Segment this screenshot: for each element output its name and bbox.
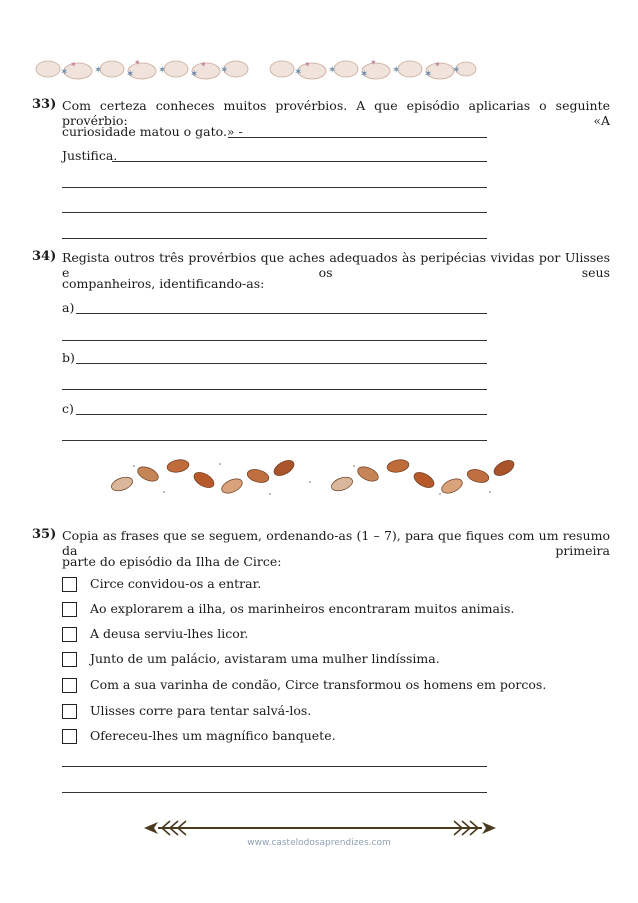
sentence-item: Ao explorarem a ilha, os marinheiros encontraram muitos animais. [90,601,515,616]
svg-text:✶: ✶ [158,65,167,76]
order-box-7[interactable] [62,729,77,744]
svg-text:✶: ✶ [94,65,103,76]
question-33-justify-line-3[interactable] [62,212,487,213]
question-33-prompt-line1: Com certeza conheces muitos provérbios. A que episódio aplicarias o seguinte provérbio: «A [62,98,610,128]
svg-text:✶: ✶ [328,65,337,76]
question-34-prompt-line2: companheiros, identificando-as: [62,276,265,291]
order-box-1[interactable] [62,577,77,592]
question-33-answer-line[interactable] [228,137,487,138]
svg-text:✶: ✶ [452,65,461,76]
question-33-number: 33) [32,97,57,112]
svg-text:✶: ✶ [294,67,303,78]
sentence-item: Com a sua varinha de condão, Circe transformou os homens em porcos. [90,677,547,692]
question-33-justify-line-1[interactable] [112,161,487,162]
svg-text:✶: ✶ [70,60,77,69]
answer-b-line-2[interactable] [62,389,487,390]
order-box-2[interactable] [62,602,77,617]
order-box-5[interactable] [62,678,77,693]
arrow-divider-decoration [140,818,500,838]
footer-url[interactable]: www.castelodosaprendizes.com [247,838,391,848]
question-35-prompt-line1: Copia as frases que se seguem, ordenando-as (1 – 7), para que fiques com um resumo da primeira [62,528,610,558]
question-33-justify-line-2[interactable] [62,187,487,188]
question-34-prompt-line1: Regista outros três provérbios que aches adequados às peripécias vividas por Ulisses e os seus [62,250,610,280]
sentence-item: A deusa serviu-lhes licor. [90,626,249,641]
svg-text:✶: ✶ [126,69,135,80]
svg-text:✶: ✶ [424,69,433,80]
svg-text:✶: ✶ [134,58,141,67]
svg-text:✶: ✶ [220,65,229,76]
svg-text:✶: ✶ [60,67,69,78]
svg-text:✶: ✶ [434,60,441,69]
svg-text:✶: ✶ [370,58,377,67]
question-35-answer-line-1[interactable] [62,766,487,767]
question-33-prompt-line2: curiosidade matou o gato.» - [62,124,243,139]
answer-a-label: a) [62,300,75,315]
sentence-item: Circe convidou-os a entrar. [90,576,262,591]
answer-c-line[interactable] [76,414,487,415]
answer-c-line-2[interactable] [62,440,487,441]
answer-b-line[interactable] [76,363,487,364]
sentence-item: Ofereceu-lhes um magnífico banquete. [90,728,336,743]
answer-c-label: c) [62,401,74,416]
svg-text:✶: ✶ [200,60,207,69]
answer-a-line[interactable] [76,313,487,314]
sentence-item: Ulisses corre para tentar salvá-los. [90,703,312,718]
question-33-justify-line-4[interactable] [62,238,487,239]
svg-text:✶: ✶ [392,65,401,76]
svg-text:✶: ✶ [304,60,311,69]
svg-text:✶: ✶ [190,69,199,80]
order-box-3[interactable] [62,627,77,642]
answer-b-label: b) [62,350,75,365]
svg-text:✶: ✶ [360,69,369,80]
sentence-item: Junto de um palácio, avistaram uma mulher lindíssima. [90,651,440,666]
question-35-answer-line-2[interactable] [62,792,487,793]
order-box-6[interactable] [62,704,77,719]
question-34-number: 34) [32,249,57,264]
order-box-4[interactable] [62,652,77,667]
question-35-number: 35) [32,527,57,542]
question-33-justify-label: Justifica. [62,148,118,163]
question-35-prompt-line2: parte do episódio da Ilha de Circe: [62,554,282,569]
answer-a-line-2[interactable] [62,340,487,341]
cloud-star-border-decoration [30,55,480,87]
autumn-leaves-decoration [110,452,530,504]
